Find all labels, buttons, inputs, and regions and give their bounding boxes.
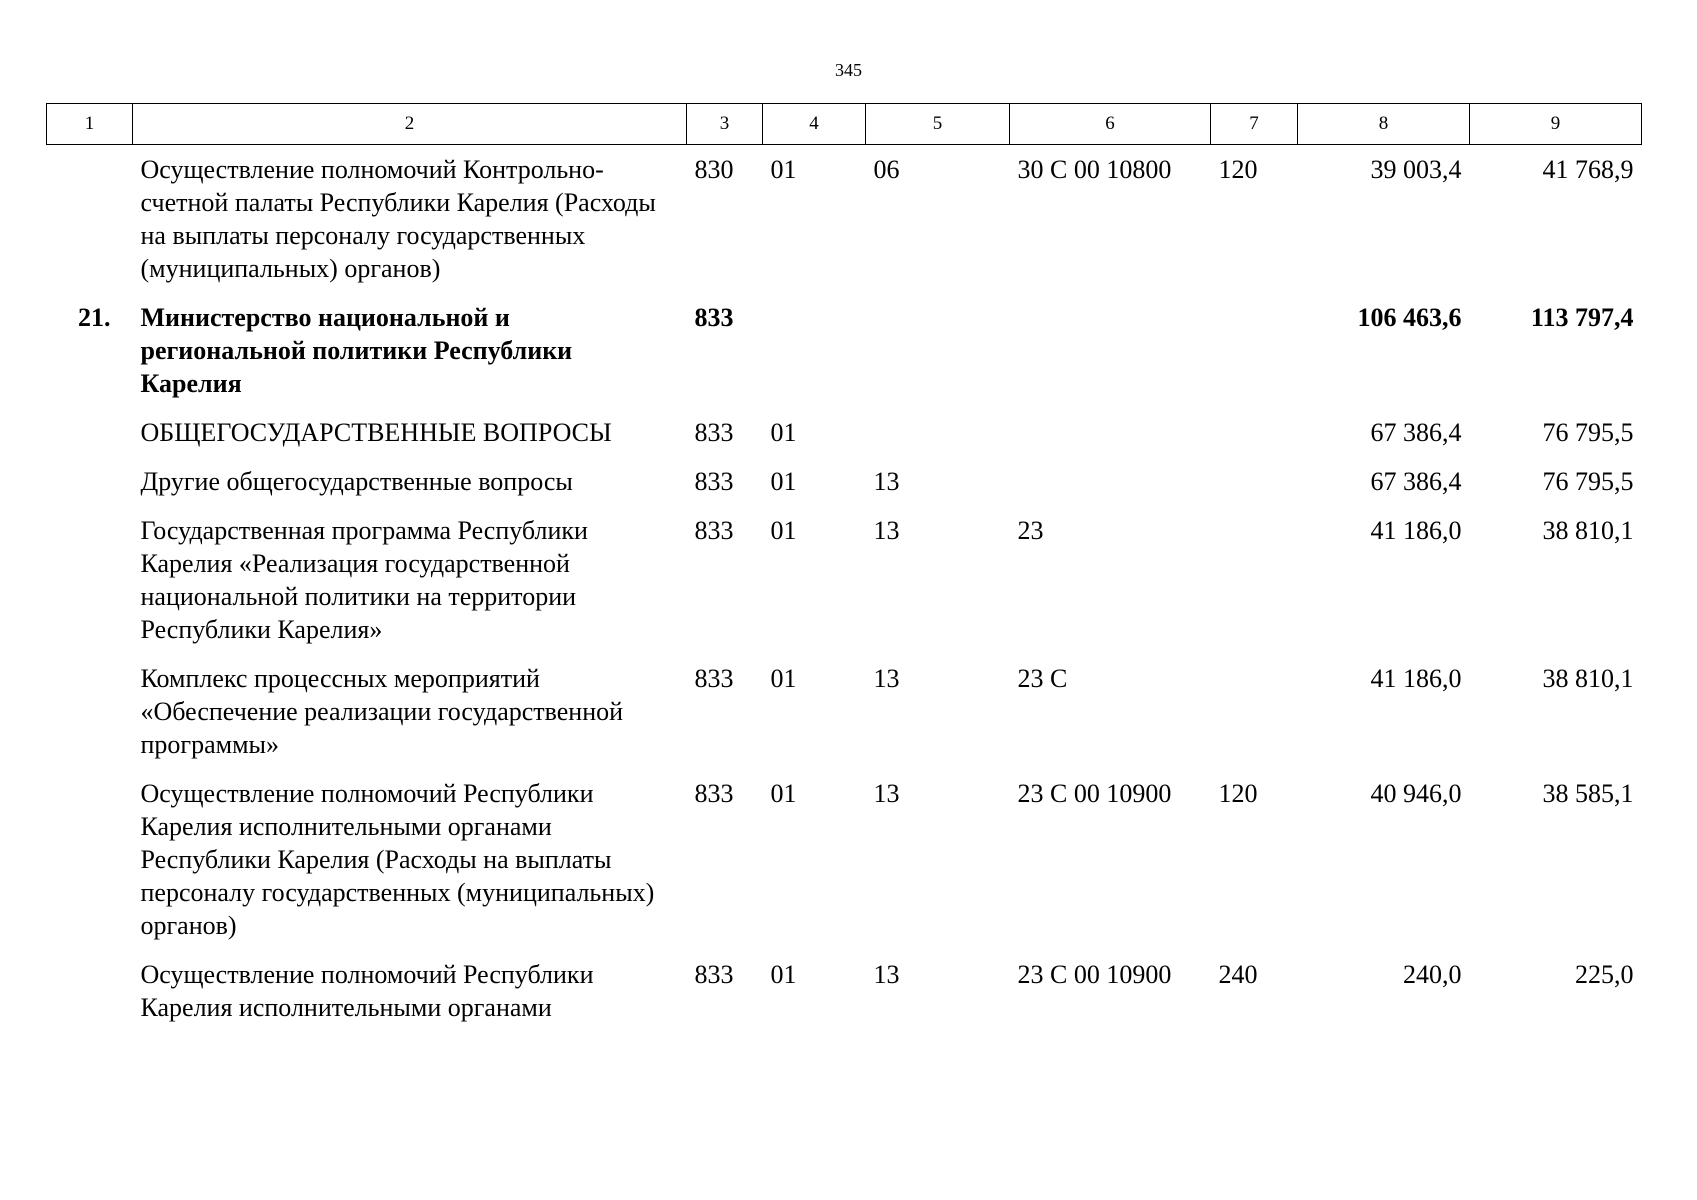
cell-col3: 833 <box>694 418 734 447</box>
column-header-9: 9 <box>1470 104 1642 145</box>
row-name: Осуществление полномочий Республики Карелия исполнительными органами <box>140 960 594 1022</box>
cell-col5: 06 <box>873 155 900 184</box>
row-number <box>47 777 133 958</box>
cell-col8: 41 186,0 <box>1370 516 1462 545</box>
cell-col8: 39 003,4 <box>1370 155 1462 184</box>
cell-col7 <box>1211 416 1298 465</box>
row-name: Осуществление полномочий Республики Карелия исполнительными органами Республики Карелия (Расходы на выплаты персоналу государственных (муниципальных) органов) <box>140 779 655 940</box>
table-row <box>47 662 1642 777</box>
row-name: Государственная программа Республики Карелия «Реализация государственной национальной политики на территории Республики Карелия» <box>140 516 588 644</box>
row-number <box>47 145 133 302</box>
cell-col8: 41 186,0 <box>1370 664 1462 693</box>
cell-col6: 23 <box>1017 516 1044 545</box>
cell-col4: 01 <box>770 779 797 808</box>
column-header-4: 4 <box>763 104 866 145</box>
cell-col9: 76 795,5 <box>1542 467 1634 496</box>
row-number <box>47 465 133 514</box>
cell-col9: 41 768,9 <box>1542 155 1634 184</box>
cell-col7: 240 <box>1218 960 1258 989</box>
cell-col5: 13 <box>873 779 900 808</box>
cell-col4: 01 <box>770 155 797 184</box>
cell-col7 <box>1211 301 1298 416</box>
column-header-8: 8 <box>1298 104 1470 145</box>
cell-col3: 833 <box>694 467 734 496</box>
cell-col5: 13 <box>873 664 900 693</box>
cell-col3: 833 <box>694 303 734 332</box>
column-number-header-row <box>47 104 1642 145</box>
column-header-1: 1 <box>47 104 133 145</box>
cell-col7 <box>1211 514 1298 662</box>
table-row <box>47 465 1642 514</box>
cell-col7 <box>1211 465 1298 514</box>
cell-col8: 67 386,4 <box>1370 467 1462 496</box>
cell-col3: 833 <box>694 664 734 693</box>
cell-col7 <box>1211 662 1298 777</box>
cell-col6 <box>1010 465 1211 514</box>
cell-col6 <box>1010 416 1211 465</box>
cell-col8: 40 946,0 <box>1370 779 1462 808</box>
row-number <box>47 662 133 777</box>
row-number <box>47 416 133 465</box>
column-header-6: 6 <box>1010 104 1211 145</box>
cell-col3: 833 <box>694 960 734 989</box>
row-number: 21. <box>78 303 111 332</box>
cell-col7: 120 <box>1218 779 1258 808</box>
cell-col3: 833 <box>694 779 734 808</box>
column-header-7: 7 <box>1211 104 1298 145</box>
cell-col8: 67 386,4 <box>1370 418 1462 447</box>
row-number <box>47 958 133 1040</box>
cell-col9: 76 795,5 <box>1542 418 1634 447</box>
cell-col9: 38 585,1 <box>1542 779 1634 808</box>
row-name: Другие общегосударственные вопросы <box>140 467 573 496</box>
row-number <box>47 514 133 662</box>
cell-col8: 240,0 <box>1403 960 1462 989</box>
cell-col9: 38 810,1 <box>1542 664 1634 693</box>
cell-col4: 01 <box>770 960 797 989</box>
cell-col4: 01 <box>770 516 797 545</box>
cell-col3: 830 <box>694 155 734 184</box>
table-row <box>47 514 1642 662</box>
column-header-5: 5 <box>866 104 1010 145</box>
page-number: 345 <box>835 60 862 80</box>
table-row <box>47 958 1642 1040</box>
row-name: ОБЩЕГОСУДАРСТВЕННЫЕ ВОПРОСЫ <box>140 418 612 447</box>
cell-col6 <box>1010 301 1211 416</box>
cell-col9: 113 797,4 <box>1530 303 1634 332</box>
cell-col4: 01 <box>770 418 797 447</box>
cell-col6: 30 С 00 10800 <box>1017 155 1172 184</box>
cell-col3: 833 <box>694 516 734 545</box>
cell-col7: 120 <box>1218 155 1258 184</box>
cell-col9: 225,0 <box>1575 960 1634 989</box>
column-header-3: 3 <box>687 104 763 145</box>
table-row <box>47 416 1642 465</box>
cell-col9: 38 810,1 <box>1542 516 1634 545</box>
cell-col5: 13 <box>873 467 900 496</box>
table-row <box>47 145 1642 302</box>
budget-table <box>46 103 1642 1040</box>
cell-col5: 13 <box>873 516 900 545</box>
row-name: Комплекс процессных мероприятий «Обеспечение реализации государственной программы» <box>140 664 624 759</box>
cell-col6: 23 С <box>1017 664 1068 693</box>
cell-col8: 106 463,6 <box>1357 303 1462 332</box>
cell-col4: 01 <box>770 664 797 693</box>
cell-col6: 23 С 00 10900 <box>1017 960 1172 989</box>
cell-col4: 01 <box>770 467 797 496</box>
table-row <box>47 777 1642 958</box>
table-row <box>47 301 1642 416</box>
row-name: Министерство национальной и региональной политики Республики Карелия <box>140 303 573 398</box>
row-name: Осуществление полномочий Контрольно-счетной палаты Республики Карелия (Расходы на выплаты персоналу государственных (муниципальных) органов) <box>140 155 656 283</box>
cell-col5: 13 <box>873 960 900 989</box>
cell-col4 <box>763 301 866 416</box>
cell-col5 <box>866 301 1010 416</box>
cell-col5 <box>866 416 1010 465</box>
cell-col6: 23 С 00 10900 <box>1017 779 1172 808</box>
column-header-2: 2 <box>133 104 687 145</box>
